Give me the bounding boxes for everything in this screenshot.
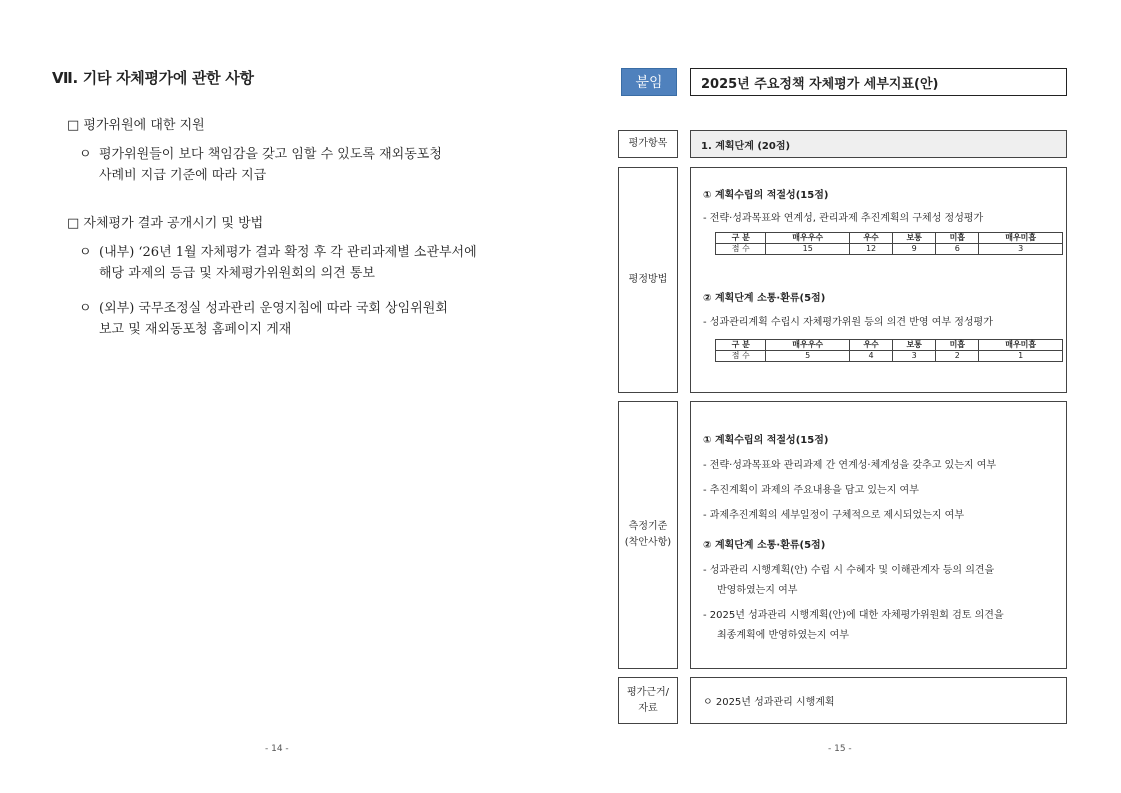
criteria-item: - 전략·성과목표와 관리과제 간 연계성·체계성을 갖추고 있는지 여부	[703, 460, 997, 471]
table-cell: 매우우수	[766, 340, 850, 351]
annex-title: 2025년 주요정책 자체평가 세부지표(안)	[690, 68, 1067, 96]
criteria-label-line: 측정기준	[628, 521, 668, 532]
table-cell: 2	[936, 351, 979, 362]
criteria-section-2-heading: ② 계획단계 소통·환류(5점)	[703, 540, 826, 551]
table-cell: 보통	[893, 233, 936, 244]
criteria-item-cont: 반영하였는지 여부	[717, 585, 798, 596]
criteria-section-1-heading: ① 계획수립의 적절성(15점)	[703, 435, 829, 446]
left-page-title: Ⅶ. 기타 자체평가에 관한 사항	[52, 69, 254, 87]
table-cell: 6	[936, 244, 979, 255]
item-line: 사례비 지급 기준에 따라 지급	[99, 168, 267, 183]
bullet-marker: ㅇ	[79, 147, 92, 162]
table-cell: 1	[979, 351, 1063, 362]
table-cell: 점 수	[716, 351, 766, 362]
row-label-basis	[618, 677, 678, 724]
table-cell: 점 수	[716, 244, 766, 255]
method-section-1-heading: ① 계획수립의 적절성(15점)	[703, 190, 829, 201]
table-cell: 우수	[850, 340, 893, 351]
table-cell: 우수	[850, 233, 893, 244]
item-line: (내부) ‘26년 1월 자체평가 결과 확정 후 각 관리과제별 소관부서에	[99, 245, 477, 260]
bullet-marker: ㅇ	[79, 301, 92, 316]
method-section-2-heading: ② 계획단계 소통·환류(5점)	[703, 293, 826, 304]
table-cell: 3	[893, 351, 936, 362]
score-table-2	[715, 339, 1063, 362]
list-item	[79, 242, 539, 284]
item-line: 보고 및 재외동포청 홈페이지 게재	[99, 322, 292, 337]
list-item	[79, 144, 539, 186]
table-cell: 구 분	[716, 233, 766, 244]
criteria-item: - 과제추진계획의 세부일정이 구체적으로 제시되었는지 여부	[703, 510, 965, 521]
table-cell: 12	[850, 244, 893, 255]
table-cell: 미흡	[936, 233, 979, 244]
item-line: (외부) 국무조정실 성과관리 운영지침에 따라 국회 상임위원회	[99, 301, 448, 316]
row-label-criteria	[618, 401, 678, 669]
basis-label-line: 자료	[638, 702, 658, 714]
table-cell: 매우미흡	[979, 340, 1063, 351]
table-cell: 15	[766, 244, 850, 255]
score-table-1	[715, 232, 1063, 255]
basis-box: ㅇ 2025년 성과관리 시행계획	[690, 677, 1067, 724]
table-cell: 9	[893, 244, 936, 255]
table-cell: 구 분	[716, 340, 766, 351]
row-value-item: 1. 계획단계 (20점)	[690, 130, 1067, 158]
criteria-item-cont: 최종계획에 반영하였는지 여부	[717, 630, 849, 641]
criteria-item: - 성과관리 시행계획(안) 수립 시 수혜자 및 이해관계자 등의 의견을	[703, 565, 995, 576]
criteria-label-line: (착안사항)	[624, 537, 672, 548]
table-cell: 5	[766, 351, 850, 362]
section-heading-disclosure: □ 자체평가 결과 공개시기 및 방법	[67, 216, 264, 231]
bullet-marker: ㅇ	[79, 245, 92, 260]
table-cell: 3	[979, 244, 1063, 255]
table-cell: 매우미흡	[979, 233, 1063, 244]
criteria-box	[690, 401, 1067, 669]
page-number-right: - 15 -	[828, 744, 852, 754]
annex-badge: 붙임	[621, 68, 677, 96]
page-number-left: - 14 -	[265, 744, 289, 754]
criteria-item: - 추진계획이 과제의 주요내용을 담고 있는지 여부	[703, 485, 919, 496]
method-section-1-desc: - 전략·성과목표와 연계성, 관리과제 추진계획의 구체성 정성평가	[703, 213, 984, 224]
table-cell: 미흡	[936, 340, 979, 351]
method-box	[690, 167, 1067, 393]
method-section-2-desc: - 성과관리계획 수립시 자체평가위원 등의 의견 반영 여부 정성평가	[703, 317, 993, 328]
table-cell: 매우우수	[766, 233, 850, 244]
item-line: 평가위원들이 보다 책임감을 갖고 임할 수 있도록 재외동포청	[99, 147, 442, 162]
item-line: 해당 과제의 등급 및 자체평가위원회의 의견 통보	[99, 266, 375, 281]
section-heading-evaluator-support: □ 평가위원에 대한 지원	[67, 118, 205, 133]
list-item	[79, 298, 539, 340]
table-cell: 보통	[893, 340, 936, 351]
row-label-item: 평가항목	[618, 130, 678, 158]
basis-label-line: 평가근거/	[626, 686, 669, 698]
criteria-item: - 2025년 성과관리 시행계획(안)에 대한 자체평가위원회 검토 의견을	[703, 610, 1004, 621]
table-cell: 4	[850, 351, 893, 362]
row-label-method: 평정방법	[618, 167, 678, 393]
